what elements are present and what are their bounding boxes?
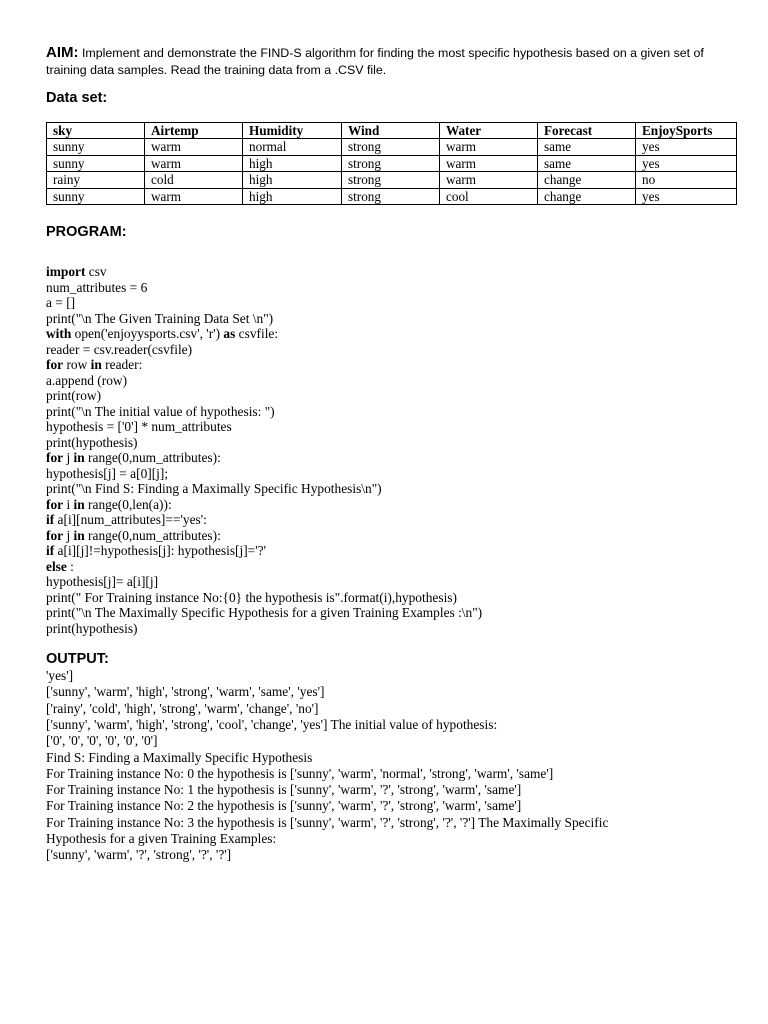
table-cell: strong [342, 172, 440, 188]
code-line [46, 404, 736, 420]
table-cell: high [243, 188, 342, 204]
code-text: i [63, 496, 74, 512]
code-line [46, 280, 736, 296]
code-text: reader = csv.reader(csvfile) [46, 341, 193, 357]
table-cell: warm [145, 188, 243, 204]
code-text: num_attributes = 6 [46, 279, 148, 295]
output-line: For Training instance No: 0 the hypothesis is ['sunny', 'warm', 'normal', 'strong', 'warm', 'same'] [46, 765, 554, 781]
table-cell: same [538, 155, 636, 171]
table-cell: yes [636, 155, 737, 171]
code-line [46, 419, 736, 435]
code-text: open('enjoyysports.csv', 'r') [71, 326, 224, 342]
output-line: For Training instance No: 2 the hypothesis is ['sunny', 'warm', '?', 'strong', 'warm', 'same'] [46, 798, 522, 814]
program-code-block [46, 264, 736, 636]
output-line: ['sunny', 'warm', 'high', 'strong', 'warm', 'same', 'yes'] [46, 684, 325, 700]
output-line: For Training instance No: 3 the hypothesis is ['sunny', 'warm', '?', 'strong', '?', '?'] The Maximally Specific [46, 814, 609, 830]
output-line: For Training instance No: 1 the hypothesis is ['sunny', 'warm', '?', 'strong', 'warm', 'same'] [46, 782, 522, 798]
code-line [46, 497, 736, 513]
code-keyword: for [46, 496, 64, 512]
code-text: print("\n The Given Training Data Set \n") [46, 310, 274, 326]
code-text: csvfile: [235, 326, 279, 342]
col-header-enjoysports: EnjoySports [636, 123, 737, 139]
code-text: range(0,len(a)): [84, 496, 172, 512]
code-keyword: for [46, 357, 64, 373]
code-line [46, 528, 736, 544]
code-text: range(0,num_attributes): [84, 450, 221, 466]
code-line [46, 574, 736, 590]
output-line: Find S: Finding a Maximally Specific Hypothesis [46, 749, 313, 765]
code-text: print("\n The Maximally Specific Hypothesis for a given Training Examples :\n") [46, 605, 483, 621]
code-keyword: else [46, 558, 67, 574]
code-line [46, 590, 736, 606]
code-line [46, 342, 736, 358]
table-cell: normal [243, 139, 342, 155]
program-output-block [46, 668, 736, 864]
table-cell: high [243, 155, 342, 171]
code-keyword: as [223, 326, 236, 342]
code-line [46, 450, 736, 466]
table-header-row [47, 123, 737, 139]
table-cell: same [538, 139, 636, 155]
table-cell: strong [342, 188, 440, 204]
program-heading: PROGRAM: [46, 224, 127, 241]
code-line [46, 326, 736, 342]
code-keyword: in [73, 527, 85, 543]
code-line [46, 388, 736, 404]
code-keyword: in [73, 450, 85, 466]
code-keyword: if [46, 543, 55, 559]
code-text: hypothesis = ['0'] * num_attributes [46, 419, 232, 435]
code-line [46, 481, 736, 497]
code-line [46, 311, 736, 327]
code-text: j [63, 450, 74, 466]
code-keyword: for [46, 450, 64, 466]
code-line [46, 512, 736, 528]
table-cell: warm [440, 172, 538, 188]
table-row [47, 172, 737, 188]
table-cell: warm [440, 139, 538, 155]
col-header-airtemp: Airtemp [145, 123, 243, 139]
aim-paragraph [46, 44, 736, 79]
col-header-water: Water [440, 123, 538, 139]
table-cell: warm [145, 139, 243, 155]
col-header-wind: Wind [342, 123, 440, 139]
code-line [46, 543, 736, 559]
table-cell: strong [342, 139, 440, 155]
table-cell: change [538, 188, 636, 204]
table-cell: rainy [47, 172, 145, 188]
col-header-sky: sky [47, 123, 145, 139]
code-keyword: for [46, 527, 64, 543]
table-cell: sunny [47, 188, 145, 204]
code-text: hypothesis[j]= a[i][j] [46, 574, 159, 590]
code-line [46, 621, 736, 637]
code-line [46, 559, 736, 575]
code-text: a[i][j]!=hypothesis[j]: hypothesis[j]='?' [54, 543, 266, 559]
document-page [46, 44, 736, 864]
table-cell: sunny [47, 155, 145, 171]
code-text: a.append (row) [46, 372, 128, 388]
code-line [46, 295, 736, 311]
code-text: print(hypothesis) [46, 434, 138, 450]
table-cell: sunny [47, 139, 145, 155]
code-line [46, 466, 736, 482]
output-heading: OUTPUT: [46, 651, 109, 668]
output-line: Hypothesis for a given Training Examples: [46, 831, 277, 846]
code-text: range(0,num_attributes): [84, 527, 221, 543]
code-text: hypothesis[j] = a[0][j]; [46, 465, 169, 481]
code-text: : [66, 558, 74, 574]
table-row [47, 155, 737, 171]
col-header-forecast: Forecast [538, 123, 636, 139]
code-text: a = [] [46, 295, 76, 311]
code-line [46, 605, 736, 621]
code-text: j [63, 527, 74, 543]
code-keyword: import [46, 264, 86, 280]
output-line: ['rainy', 'cold', 'high', 'strong', 'warm', 'change', 'no'] [46, 700, 319, 716]
output-line: ['sunny', 'warm', 'high', 'strong', 'cool', 'change', 'yes'] The initial value of hypothesis: [46, 716, 498, 732]
code-line [46, 435, 736, 451]
dataset-table [46, 122, 737, 205]
table-cell: strong [342, 155, 440, 171]
table-row [47, 188, 737, 204]
table-cell: high [243, 172, 342, 188]
code-line [46, 357, 736, 373]
table-cell: warm [440, 155, 538, 171]
code-line [46, 264, 736, 280]
dataset-heading: Data set: [46, 90, 108, 106]
code-keyword: with [46, 326, 72, 342]
table-row [47, 139, 737, 155]
code-keyword: in [73, 496, 85, 512]
table-cell: warm [145, 155, 243, 171]
output-line: ['0', '0', '0', '0', '0', '0'] [46, 733, 158, 749]
aim-text: Implement and demonstrate the FIND-S algorithm for finding the most specific hypothesis based on a given set of training data samples. Read the training data from a .CSV file. [46, 46, 704, 77]
output-line: 'yes'] [46, 668, 74, 684]
code-text: print("\n Find S: Finding a Maximally Specific Hypothesis\n") [46, 481, 382, 497]
output-line: ['sunny', 'warm', '?', 'strong', '?', '?'] [46, 847, 232, 863]
table-cell: no [636, 172, 737, 188]
code-text: print("\n The initial value of hypothesis: ") [46, 403, 275, 419]
table-cell: cold [145, 172, 243, 188]
code-text: a[i][num_attributes]=='yes': [54, 512, 207, 528]
code-text: csv [85, 264, 107, 280]
table-cell: yes [636, 139, 737, 155]
code-text: reader: [101, 357, 143, 373]
code-text: print(hypothesis) [46, 620, 138, 636]
code-text: print(row) [46, 388, 102, 404]
code-keyword: if [46, 512, 55, 528]
col-header-humidity: Humidity [243, 123, 342, 139]
table-cell: yes [636, 188, 737, 204]
code-text: row [63, 357, 91, 373]
table-cell: change [538, 172, 636, 188]
code-text: print(" For Training instance No:{0} the hypothesis is".format(i),hypothesis) [46, 589, 457, 605]
code-keyword: in [90, 357, 102, 373]
table-cell: cool [440, 188, 538, 204]
code-line [46, 373, 736, 389]
aim-label: AIM: [46, 44, 79, 61]
